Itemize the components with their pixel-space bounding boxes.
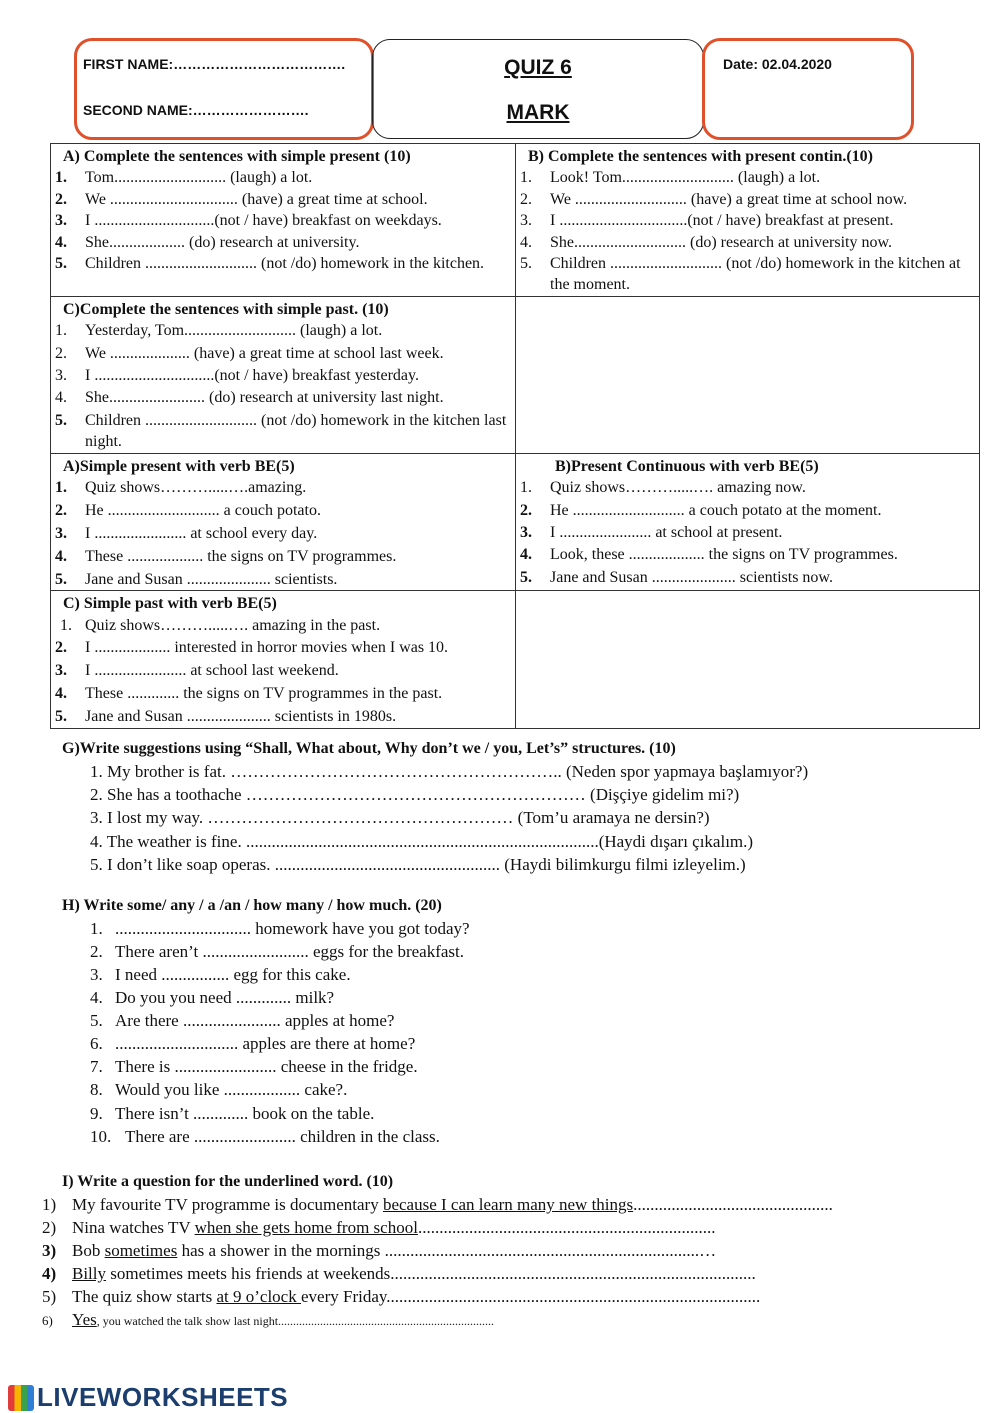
list-item: 5. Children ............................ (not /do) homework in the kitchen at the moment. bbox=[520, 255, 961, 294]
list-item: 1) My favourite TV programme is documentary because I can learn many new things............................................... bbox=[42, 1195, 833, 1214]
section-c bbox=[51, 296, 516, 453]
list-item: 2. We ................................ (have) a great time at school. bbox=[55, 190, 428, 208]
list-item: 2. We ............................ (have) a great time at school now. bbox=[520, 190, 908, 208]
list-item: 4) Billy sometimes meets his friends at weekends...................................................................................... bbox=[42, 1264, 756, 1283]
list-item: 1. ................................ homework have you got today? bbox=[90, 919, 470, 938]
list-item: 7. There is ........................ cheese in the fridge. bbox=[90, 1057, 418, 1076]
list-item: 1. Quiz shows……….....…. amazing in the past. bbox=[60, 616, 381, 634]
exercise-table bbox=[50, 143, 980, 729]
list-item: 5. I don’t like soap operas. ..................................................... (Haydi bilimkurgu filmi izleyelim.) bbox=[90, 855, 746, 874]
list-item: 4. She........................ (do) research at university last night. bbox=[55, 389, 444, 407]
list-item: 5. Children ............................ (not /do) homework in the kitchen last night. bbox=[55, 411, 507, 451]
list-item: 2. There aren’t ......................... eggs for the breakfast. bbox=[90, 942, 465, 961]
section-i-title: I) Write a question for the underlined word. (10) bbox=[62, 1173, 394, 1190]
name-box bbox=[74, 38, 374, 140]
section-title: C) Simple past with verb BE(5) bbox=[63, 595, 277, 613]
list-item: 5. Jane and Susan ..................... scientists now. bbox=[520, 568, 833, 586]
section-title: C)Complete the sentences with simple past. (10) bbox=[63, 300, 389, 318]
liveworksheets-icon bbox=[8, 1385, 34, 1411]
date-box bbox=[702, 38, 914, 140]
section-d bbox=[51, 453, 516, 590]
list-item: 5. Children ............................ (not /do) homework in the kitchen. bbox=[55, 255, 485, 273]
list-item: 1. My brother is fat. ………………………………………………….. (Neden spor yapmaya başlamıyor?) bbox=[90, 762, 809, 781]
list-item: 3. I ....................... at school every day. bbox=[55, 524, 318, 542]
empty-cell bbox=[516, 296, 980, 453]
list-item: 3) Bob sometimes has a shower in the mornings ..........................................................................… bbox=[42, 1241, 717, 1260]
list-item: 2. He ............................ a couch potato. bbox=[55, 502, 321, 519]
list-item: 8. Would you like .................. cake?. bbox=[90, 1080, 348, 1099]
list-item: 3. I ..............................(not / have) breakfast on weekdays. bbox=[55, 212, 442, 230]
second-name-label: SECOND NAME:……………………. bbox=[83, 102, 309, 118]
list-item: 4. These ............. the signs on TV programmes in the past. bbox=[55, 685, 443, 703]
quiz-title: QUIZ 6 bbox=[504, 56, 572, 79]
list-item: 2. He ............................ a couch potato at the moment. bbox=[520, 501, 882, 519]
section-title: A) Complete the sentences with simple present (10) bbox=[63, 148, 411, 165]
list-item: 4. She................... (do) research at university. bbox=[55, 233, 360, 251]
list-item: 1. Quiz shows……….....….amazing. bbox=[55, 479, 307, 497]
list-item: 3. I ..............................(not / have) breakfast yesterday. bbox=[55, 367, 419, 385]
list-item: 4. Look, these ................... the signs on TV programmes. bbox=[520, 546, 898, 564]
list-item: 1. Look! Tom............................ (laugh) a lot. bbox=[520, 169, 821, 187]
section-a bbox=[51, 144, 516, 297]
list-item: 2. She has a toothache …………………………………………………… (Dişçiye gidelim mi?) bbox=[90, 785, 740, 804]
list-item: 5) The quiz show starts at 9 o’clock every Friday........................................................................................ bbox=[42, 1287, 761, 1306]
list-item: 4. She............................ (do) research at university now. bbox=[520, 233, 892, 251]
section-g-title: G)Write suggestions using “Shall, What about, Why don’t we / you, Let’s” structures. (10) bbox=[62, 740, 676, 757]
list-item: 3. I ................................(not / have) breakfast at present. bbox=[520, 212, 894, 230]
first-name-label: FIRST NAME:………………………………. bbox=[83, 56, 346, 72]
list-item: 1. Yesterday, Tom............................ (laugh) a lot. bbox=[55, 322, 383, 340]
list-item: 10. There are ........................ children in the class. bbox=[90, 1127, 440, 1146]
section-b bbox=[516, 144, 980, 297]
list-item: 9. There isn’t ............. book on the table. bbox=[90, 1104, 375, 1123]
quiz-title-box bbox=[372, 39, 704, 139]
list-item: 2. We .................... (have) a great time at school last week. bbox=[55, 344, 444, 362]
logo-text: LIVEWORKSHEETS bbox=[37, 1382, 289, 1412]
list-item: 2. I ................... interested in horror movies when I was 10. bbox=[55, 639, 449, 657]
list-item: 4. These ................... the signs on TV programmes. bbox=[55, 547, 397, 565]
list-item: 1. Tom............................ (laugh) a lot. bbox=[55, 169, 313, 187]
list-item: 3. I lost my way. ……………………………………………… (Tom’u aramaya ne dersin?) bbox=[90, 808, 710, 827]
list-item: 2) Nina watches TV when she gets home from school...................................................................... bbox=[42, 1218, 716, 1237]
list-item: 3. I ....................... at school last weekend. bbox=[55, 662, 339, 680]
section-title: B)Present Continuous with verb BE(5) bbox=[555, 457, 819, 475]
mark-label: MARK bbox=[506, 101, 570, 124]
section-h-title: H) Write some/ any / a /an / how many / how much. (20) bbox=[62, 897, 442, 914]
list-item: 1. Quiz shows……….....…. amazing now. bbox=[520, 479, 806, 497]
section-title: B) Complete the sentences with present contin.(10) bbox=[528, 148, 873, 165]
list-item: 6. ............................. apples are there at home? bbox=[90, 1034, 416, 1053]
list-item: 5. Are there ....................... apples at home? bbox=[90, 1011, 395, 1030]
list-item: 4. Do you you need ............. milk? bbox=[90, 988, 335, 1007]
list-item: 6) Yes, you watched the talk show last night........................................................................ bbox=[42, 1310, 495, 1329]
list-item: 4. The weather is fine. ...................................................................................(Haydi dışarı çıkalım.) bbox=[90, 832, 754, 851]
list-item: 5. Jane and Susan ..................... scientists. bbox=[55, 570, 338, 588]
section-f bbox=[51, 591, 516, 728]
section-e bbox=[516, 453, 980, 590]
liveworksheets-logo bbox=[8, 1382, 288, 1413]
list-item: 3. I need ................ egg for this cake. bbox=[90, 965, 351, 984]
section-title: A)Simple present with verb BE(5) bbox=[63, 457, 295, 475]
date-label: Date: 02.04.2020 bbox=[723, 56, 832, 72]
list-item: 3. I ....................... at school at present. bbox=[520, 523, 783, 541]
list-item: 5. Jane and Susan ..................... scientists in 1980s. bbox=[55, 708, 397, 726]
empty-cell bbox=[516, 591, 980, 728]
